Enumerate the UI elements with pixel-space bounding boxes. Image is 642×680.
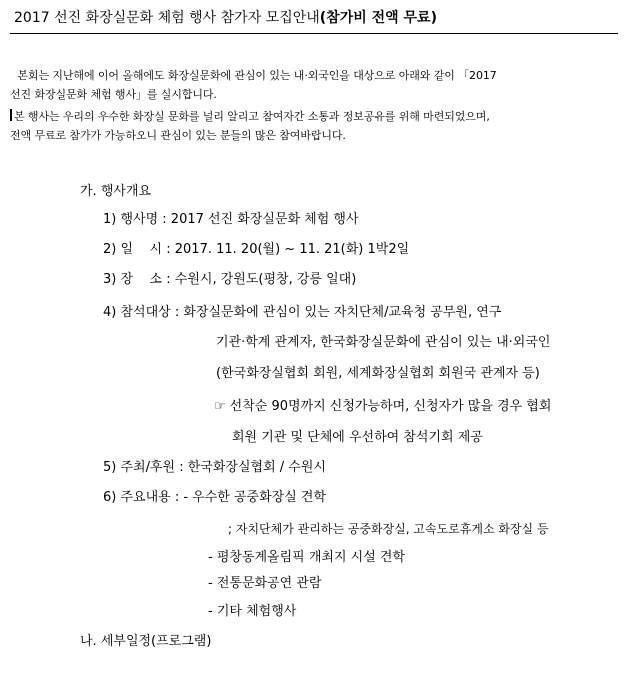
overview-item-event-name: 1) 행사명 : 2017 선진 화장실문화 체험 행사 <box>103 212 359 227</box>
overview-item-participants-note-line-2: 회원 기관 및 단체에 우선하여 참석기회 제공 <box>232 430 483 445</box>
section-a-heading: 가. 행사개요 <box>80 184 152 199</box>
intro-paragraph-1-line-1: 본회는 지난해에 이어 올해에도 화장실문화에 관심이 있는 내·외국인을 대상으로 아래와 같이 「2017 <box>17 69 497 82</box>
overview-item-participants: 4) 참석대상 : 화장실문화에 관심이 있는 자치단체/교육청 공무원, 연구 <box>103 305 502 320</box>
title-highlight: (참가비 전액 무료) <box>319 10 437 26</box>
overview-item-location: 3) 장 소 : 수원시, 강원도(평창, 강릉 일대) <box>103 272 357 287</box>
overview-item-participants-note: ☞ 선착순 90명까지 신청가능하며, 신청자가 많을 경우 협회 <box>214 399 552 414</box>
intro-paragraph-1-line-2: 선진 화장실문화 체험 행사」를 실시합니다. <box>10 88 217 101</box>
overview-item-main-contents: 6) 주요내용 : - 우수한 공중화장실 견학 <box>103 490 327 505</box>
section-b-heading: 나. 세부일정(프로그램) <box>80 634 212 649</box>
title-main: 2017 선진 화장실문화 체험 행사 참가자 모집안내 <box>14 10 320 26</box>
overview-item-date: 2) 일 시 : 2017. 11. 20(월) ~ 11. 21(화) 1박2일 <box>103 242 410 257</box>
intro-paragraph-2-line-1: 본 행사는 우리의 우수한 화장실 문화를 널리 알리고 참여자간 소통과 정보공유를 위해 마련되었으며, <box>10 108 490 125</box>
main-contents-olympic-visit: - 평창동계올림픽 개최지 시설 견학 <box>208 550 406 565</box>
intro-paragraph-2-line-2: 전액 무료로 참가가 가능하오니 관심이 있는 분들의 많은 참여바랍니다. <box>10 129 346 142</box>
paragraph-marker <box>10 109 12 121</box>
overview-item-organizers: 5) 주최/후원 : 한국화장실협회 / 수원시 <box>103 460 326 475</box>
overview-item-participants-line-2: 기관·학계 관계자, 한국화장실문화에 관심이 있는 내·외국인 <box>216 335 551 350</box>
pointing-hand-icon: ☞ <box>214 399 226 414</box>
main-contents-detail: ; 자치단체가 관리하는 공중화장실, 고속도로휴게소 화장실 등 <box>228 522 549 536</box>
overview-item-participants-line-3: (한국화장실협회 회원, 세계화장실협회 회원국 관계자 등) <box>216 366 540 381</box>
main-contents-other-activities: - 기타 체험행사 <box>208 604 297 619</box>
page-title <box>14 9 437 27</box>
title-divider <box>10 33 618 34</box>
main-contents-performance: - 전통문화공연 관람 <box>208 576 322 591</box>
